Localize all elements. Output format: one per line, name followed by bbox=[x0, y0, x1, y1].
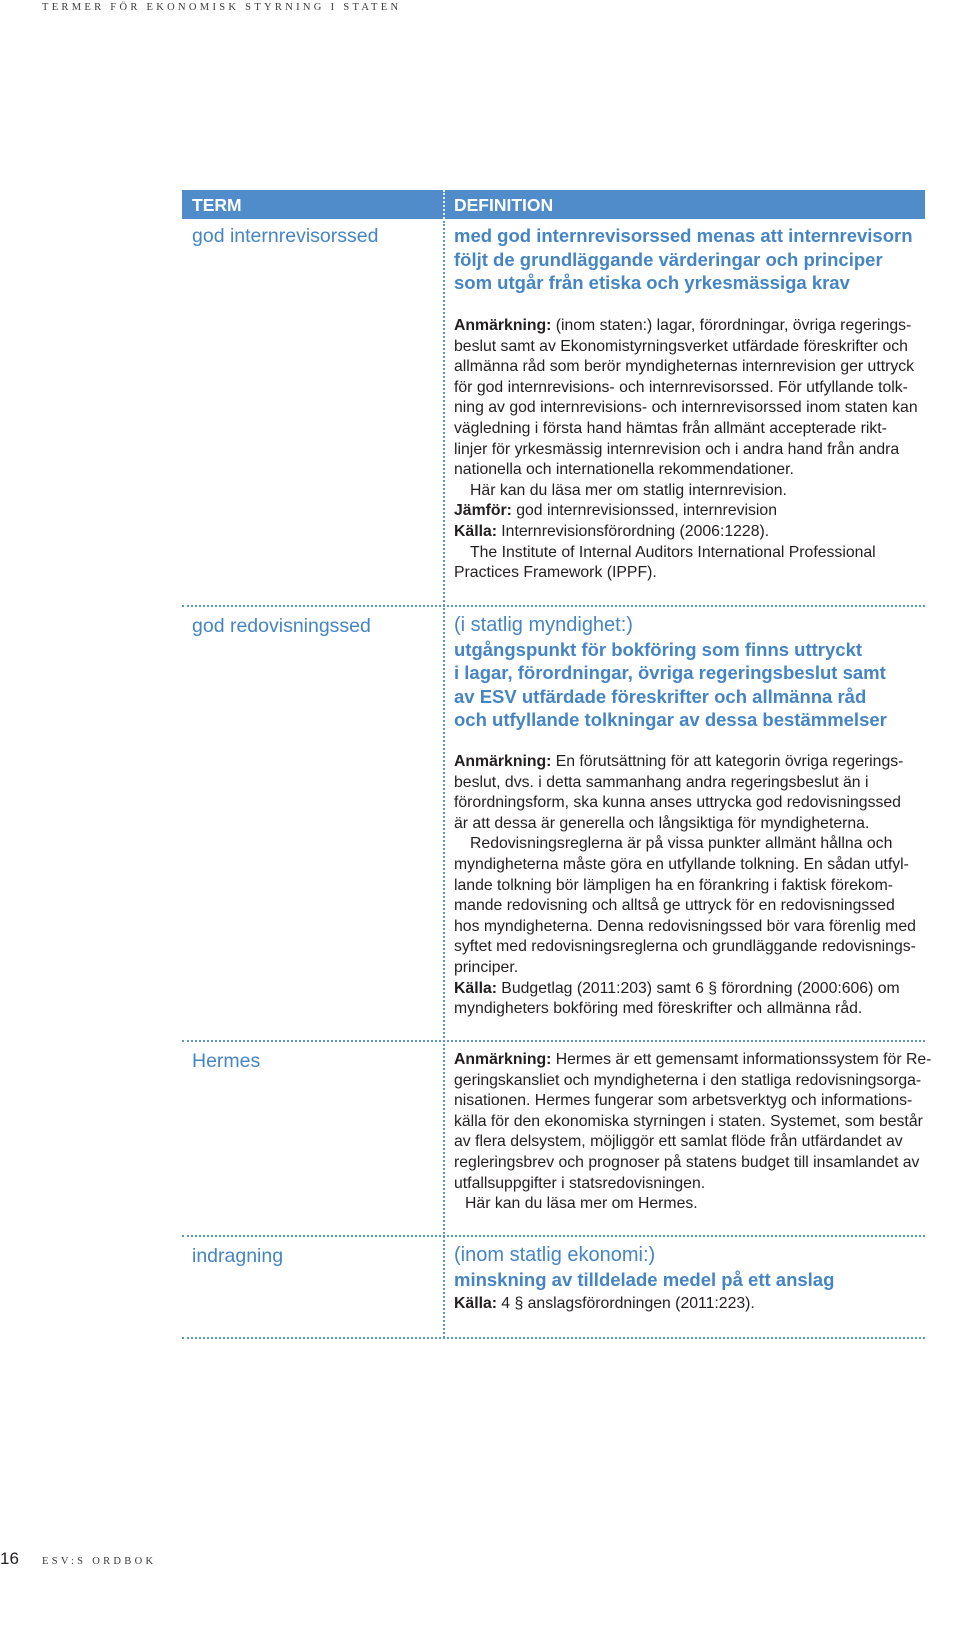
note-label: Anmärkning: bbox=[454, 1051, 552, 1068]
column-divider-header bbox=[443, 190, 445, 219]
note-line bbox=[454, 543, 918, 564]
note-line bbox=[454, 440, 918, 461]
note-line bbox=[454, 316, 918, 337]
note-text: Internrevisionsförordning (2006:1228). bbox=[501, 522, 770, 540]
note-text: förordningsform, ska kunna anses uttrycka god redovisningssed bbox=[454, 794, 901, 812]
note-text: (inom staten:) lagar, förordningar, övriga regerings- bbox=[555, 317, 912, 334]
definition-line: utgångspunkt för bokföring som finns uttryckt bbox=[454, 638, 863, 660]
note-text: allmänna råd som berör myndigheternas internrevision ger uttryck bbox=[454, 358, 915, 376]
definition-line: som utgår från etiska och yrkesmässiga krav bbox=[454, 272, 850, 293]
note-text: geringskansliet och myndigheterna i den statliga redovisningsorga- bbox=[454, 1071, 922, 1089]
note-text: ning av god internrevisions- och internrevisorssed inom staten kan bbox=[454, 399, 918, 417]
note-line bbox=[454, 1174, 931, 1195]
note-text: lande tolkning bör lämpligen ha en förankring i faktisk förekom- bbox=[454, 876, 894, 894]
note-line bbox=[454, 1112, 931, 1133]
definition-line: med god internrevisorssed menas att internrevisorn bbox=[454, 225, 913, 246]
note-text: regleringsbrev och prognoser på statens budget till insamlandet av bbox=[454, 1153, 920, 1171]
note-line bbox=[454, 522, 918, 543]
note-text: Budgetlag (2011:203) samt 6 § förordning (2000:606) om bbox=[501, 979, 900, 997]
note-line bbox=[454, 773, 916, 794]
definition-god-redovisningssed bbox=[454, 614, 887, 732]
term-hermes: Hermes bbox=[192, 1050, 261, 1072]
note-text: utfallsuppgifter i statsredovisningen. bbox=[454, 1174, 706, 1192]
note-line bbox=[454, 378, 918, 399]
note-label: Anmärkning: bbox=[454, 317, 552, 334]
definition-line: och utfyllande tolkningar av dessa bestämmelser bbox=[454, 709, 887, 730]
page-number: 16 bbox=[0, 1549, 19, 1568]
term-god-redovisningssed: god redovisningssed bbox=[192, 615, 371, 637]
note-line bbox=[454, 834, 916, 855]
publication-title: ESV:S ORDBOK bbox=[42, 1556, 157, 1567]
definition-line: följt de grundläggande värderingar och principer bbox=[454, 248, 883, 270]
note-line bbox=[454, 419, 918, 440]
note-text: Hermes är ett gemensamt informationssystem för Re- bbox=[555, 1051, 932, 1068]
term-god-internrevisorssed: god internrevisorssed bbox=[192, 225, 379, 247]
note-line bbox=[454, 1050, 931, 1071]
note-text: syftet med redovisningsreglerna och grundläggande redovisnings- bbox=[454, 938, 916, 956]
note-text: The Institute of Internal Auditors International Professional bbox=[470, 543, 876, 561]
note-line bbox=[454, 937, 916, 958]
note-line bbox=[454, 814, 916, 835]
row-divider bbox=[182, 1040, 925, 1042]
note-line bbox=[454, 398, 918, 419]
note-line bbox=[454, 896, 916, 917]
note-text: är att dessa är generella och långsiktiga för myndigheterna. bbox=[454, 814, 870, 832]
note-line bbox=[454, 1132, 931, 1153]
note-text: principer. bbox=[454, 958, 519, 976]
note-text: Här kan du läsa mer om statlig internrevision. bbox=[470, 481, 787, 499]
note-line bbox=[454, 979, 916, 1000]
row-divider bbox=[182, 1235, 925, 1237]
note-line bbox=[454, 1153, 931, 1174]
note-text: beslut samt av Ekonomistyrningsverket utfärdade föreskrifter och bbox=[454, 337, 908, 355]
note-text: nisationen. Hermes fungerar som arbetsverktyg och informations- bbox=[454, 1092, 913, 1110]
row-divider bbox=[182, 605, 925, 607]
note-text: källa för den ekonomiska styrningen i staten. Systemet, som består bbox=[454, 1112, 923, 1130]
definition-line: i lagar, förordningar, övriga regeringsbeslut samt bbox=[454, 662, 886, 683]
definition-line: minskning av tilldelade medel på ett anslag bbox=[454, 1268, 835, 1290]
definition-indragning bbox=[454, 1244, 834, 1291]
note-line bbox=[454, 501, 918, 522]
notes-indragning bbox=[454, 1294, 755, 1315]
note-label: Källa: bbox=[454, 979, 498, 997]
running-header: TERMER FÖR EKONOMISK STYRNING I STATEN bbox=[42, 2, 402, 13]
note-line bbox=[454, 1194, 931, 1215]
note-label: Anmärkning: bbox=[454, 753, 552, 770]
note-text: Practices Framework (IPPF). bbox=[454, 564, 657, 582]
table-bottom-divider bbox=[182, 1337, 925, 1339]
column-header-definition: DEFINITION bbox=[454, 195, 554, 215]
note-text: av flera delsystem, möjliggör ett samlat flöde från utfärdandet av bbox=[454, 1133, 903, 1151]
definition-qualifier: (inom statlig ekonomi:) bbox=[454, 1244, 656, 1266]
column-header-term: TERM bbox=[192, 195, 242, 215]
definition-god-internrevisorssed bbox=[454, 224, 913, 295]
note-line bbox=[454, 999, 916, 1020]
note-text: myndigheters bokföring med föreskrifter och allmänna råd. bbox=[454, 1000, 863, 1018]
note-line bbox=[454, 958, 916, 979]
note-text: Här kan du läsa mer om Hermes. bbox=[465, 1195, 698, 1213]
table-header-band bbox=[182, 190, 925, 219]
note-line bbox=[454, 481, 918, 502]
note-line bbox=[454, 855, 916, 876]
note-text: nationella och internationella rekommendationer. bbox=[454, 461, 794, 479]
note-text: myndigheterna måste göra en utfyllande tolkning. En sådan utfyl- bbox=[454, 855, 909, 873]
note-text: beslut, dvs. i detta sammanhang andra regeringsbeslut än i bbox=[454, 773, 869, 791]
definition-qualifier: (i statlig myndighet:) bbox=[454, 614, 633, 636]
note-line bbox=[454, 876, 916, 897]
note-text: mande redovisning och alltså ge uttryck för en redovisningssed bbox=[454, 897, 895, 915]
note-label: Källa: bbox=[454, 1295, 498, 1312]
definition-line: av ESV utfärdade föreskrifter och allmänna råd bbox=[454, 685, 867, 707]
note-line bbox=[454, 752, 916, 773]
note-line bbox=[454, 1091, 931, 1112]
note-line bbox=[454, 917, 916, 938]
note-text: för god internrevisions- och internrevisorssed. För utfyllande tolk- bbox=[454, 378, 908, 396]
notes-hermes bbox=[454, 1050, 931, 1215]
notes-god-redovisningssed bbox=[454, 752, 916, 1020]
note-text: Redovisningsreglerna är på vissa punkter allmänt hållna och bbox=[470, 835, 893, 853]
note-label: Jämför: bbox=[454, 502, 512, 520]
note-line bbox=[454, 1294, 755, 1315]
note-text: 4 § anslagsförordningen (2011:223). bbox=[501, 1295, 755, 1312]
notes-god-internrevisorssed bbox=[454, 316, 918, 584]
note-text: En förutsättning för att kategorin övriga regerings- bbox=[555, 753, 904, 770]
note-line bbox=[454, 563, 918, 584]
note-text: god internrevisionssed, internrevision bbox=[516, 502, 777, 520]
column-divider bbox=[443, 221, 445, 1338]
note-line bbox=[454, 357, 918, 378]
note-label: Källa: bbox=[454, 522, 498, 540]
note-line bbox=[454, 460, 918, 481]
note-text: hos myndigheterna. Denna redovisningssed bör vara förenlig med bbox=[454, 917, 916, 935]
note-line bbox=[454, 337, 918, 358]
note-line bbox=[454, 1071, 931, 1092]
note-text: vägledning i första hand hämtas från allmänt accepterade rikt- bbox=[454, 419, 887, 437]
note-line bbox=[454, 793, 916, 814]
term-indragning: indragning bbox=[192, 1245, 284, 1267]
note-text: linjer för yrkesmässig internrevision och i andra hand från andra bbox=[454, 440, 900, 458]
